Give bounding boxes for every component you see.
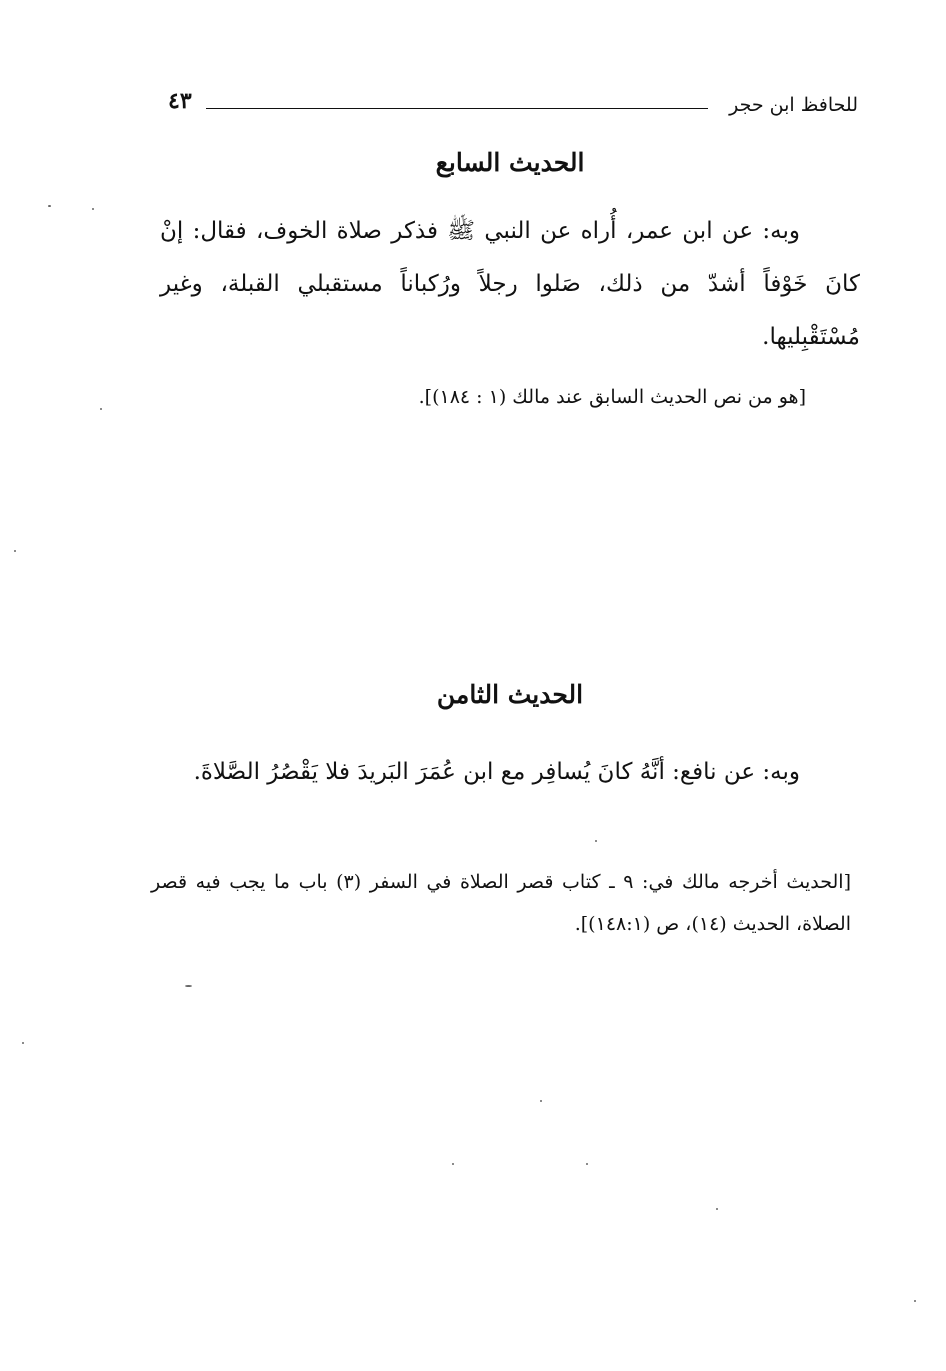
scan-speck — [92, 208, 94, 210]
scan-speck — [48, 205, 51, 207]
scan-speck — [586, 1163, 588, 1165]
hadith-7-title: الحديث السابع — [435, 148, 585, 177]
hadith-8-title: الحديث الثامن — [436, 680, 584, 709]
header-rule — [206, 108, 708, 109]
scan-speck — [595, 840, 597, 842]
scan-speck — [22, 1042, 24, 1044]
running-title: للحافظ ابن حجر — [729, 94, 858, 116]
scan-speck — [914, 1300, 916, 1302]
scan-speck — [540, 1100, 542, 1102]
scan-speck — [452, 1163, 454, 1165]
running-header — [168, 88, 858, 122]
hadith-8-note: [الحديث أخرجه مالك في: ٩ ـ كتاب قصر الصلاة في السفر (٣) باب ما يجب فيه قصر الصلاة، الحديث (١٤)، ص (١٤٨:١)]. — [151, 871, 851, 935]
scan-speck — [716, 1208, 718, 1210]
scan-speck — [185, 985, 192, 987]
page-number: ٤٣ — [168, 88, 192, 114]
hadith-8-text: وبه: عن نافع: أنَّهُ كانَ يُسافِر مع ابن عُمَرَ البَريدَ فلا يَقْصُرُ الصَّلاةَ. — [193, 759, 800, 785]
scan-speck — [14, 550, 16, 552]
hadith-7-text: وبه: عن ابن عمر، أُراه عن النبي ﷺ فذكر صلاة الخوف، فقال: إنْ كانَ خَوْفاً أشدّ من ذلك، صَلوا رجلاً ورُكباناً مستقبلي القبلة، وغير مُسْتَقْبِليها. — [160, 218, 860, 350]
scan-speck — [100, 408, 102, 410]
hadith-7-note: [هو من نص الحديث السابق عند مالك (١ : ١٨٤)]. — [418, 386, 806, 408]
